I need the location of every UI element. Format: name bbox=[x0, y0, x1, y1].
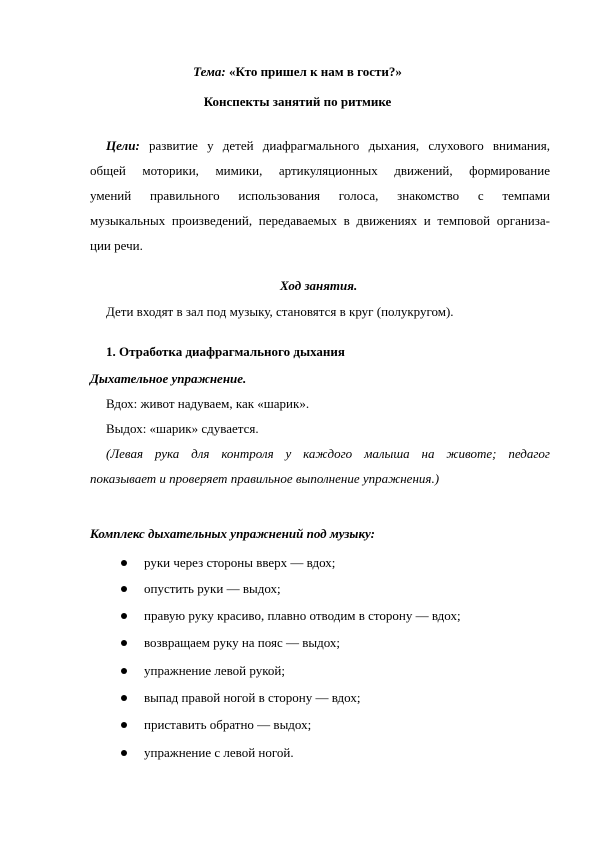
page-subtitle: Конспекты занятий по ритмике bbox=[203, 94, 392, 109]
course-heading: Ход занятия. bbox=[280, 278, 358, 293]
list-item-text: опустить руки — выдох; bbox=[144, 581, 281, 596]
bullet-icon bbox=[121, 668, 127, 674]
goals-line-4: музыкальных произведений, передаваемых в движениях и темповой организа- bbox=[90, 213, 550, 228]
list-item-text: возвращаем руку на пояс — выдох; bbox=[144, 635, 341, 650]
bullet-icon bbox=[121, 640, 127, 646]
list-item-text: руки через стороны вверх — вдох; bbox=[144, 555, 336, 570]
list-item-text: упражнение с левой ногой. bbox=[144, 745, 294, 760]
exhale-text: Выдох: «шарик» сдувается. bbox=[106, 421, 259, 436]
complex-heading: Комплекс дыхательных упражнений под музыку: bbox=[90, 526, 375, 541]
title-prefix: Тема: bbox=[193, 64, 226, 79]
bullet-icon bbox=[121, 586, 127, 592]
goals-line-1 bbox=[90, 138, 550, 154]
bullet-icon bbox=[121, 750, 127, 756]
goals-line-2: общей моторики, мимики, артикуляционных движений, формирование bbox=[90, 163, 550, 178]
bullet-icon bbox=[121, 613, 127, 619]
goals-text-1: развитие у детей диафрагмального дыхания, слухового внимания, bbox=[149, 138, 550, 153]
intro-text: Дети входят в зал под музыку, становятся в круг (полукругом). bbox=[106, 304, 454, 319]
bullet-icon bbox=[121, 560, 127, 566]
goals-line-3: умений правильного использования голоса, знакомство с темпами bbox=[90, 188, 550, 203]
exercise-title: Дыхательное упражнение. bbox=[90, 371, 247, 386]
page-title bbox=[0, 64, 595, 80]
list-item-text: упражнение левой рукой; bbox=[144, 663, 285, 678]
title-text: «Кто пришел к нам в гости?» bbox=[229, 64, 402, 79]
inhale-text: Вдох: живот надуваем, как «шарик». bbox=[106, 396, 310, 411]
list-item-text: приставить обратно — выдох; bbox=[144, 717, 312, 732]
list-item-text: правую руку красиво, плавно отводим в сторону — вдох; bbox=[144, 608, 461, 623]
section-1-heading: 1. Отработка диафрагмального дыхания bbox=[106, 344, 345, 359]
bullet-icon bbox=[121, 722, 127, 728]
goals-line-5: ции речи. bbox=[90, 238, 143, 253]
note-line-2: показывает и проверяет правильное выполнение упражнения.) bbox=[90, 471, 440, 486]
list-item-text: выпад правой ногой в сторону — вдох; bbox=[144, 690, 361, 705]
goals-label: Цели: bbox=[106, 138, 140, 153]
bullet-icon bbox=[121, 695, 127, 701]
note-line-1: (Левая рука для контроля у каждого малыша на животе; педагог bbox=[106, 446, 550, 461]
